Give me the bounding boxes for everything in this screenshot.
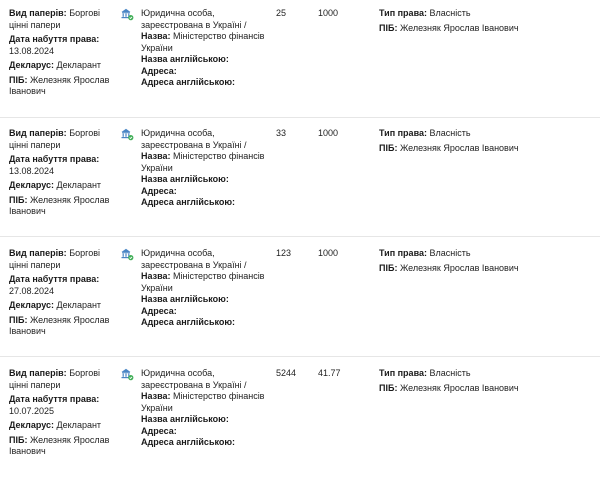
issuer-info-cell: Юридична особа, зареєстрована в Україні / Назва: Міністерство фінансів України Назва англійською: Адреса: Адреса англійською:: [141, 8, 265, 87]
owner-value: Железняк Ярослав Іванович: [399, 382, 519, 393]
owner-value: Железняк Ярослав Іванович: [399, 262, 519, 273]
name-en-label: Назва англійською:: [141, 174, 229, 184]
paper-info-cell: Вид паперів: Боргові цінні папери Дата набуття права: 13.08.2024 Декларус: Декларант ПІБ: Железняк Ярослав Іванович: [9, 8, 121, 98]
row-divider: [0, 117, 600, 118]
right-type-value: Власність: [429, 248, 471, 258]
pib-value-cont: Іванович: [9, 326, 46, 336]
paper-type-value-cont: цінні папери: [9, 19, 61, 30]
pib-value: Железняк Ярослав: [29, 314, 110, 325]
issuer-name: Міністерство фінансів: [173, 271, 265, 281]
paper-type-value: Боргові: [69, 8, 100, 18]
nominal-value: 1000: [318, 8, 339, 18]
entity-type-cont: зареєстрована в Україні /: [141, 19, 247, 30]
pib-value-cont: Іванович: [9, 446, 46, 456]
entity-type-cont: зареєстрована в Україні /: [141, 259, 247, 270]
address-en-label: Адреса англійською:: [141, 77, 236, 87]
table-row: [0, 368, 600, 488]
paper-info-cell: Вид паперів: Боргові цінні папери Дата набуття права: 27.08.2024 Декларус: Декларант ПІБ: Железняк Ярослав Іванович: [9, 248, 121, 338]
paper-type-value: Боргові: [69, 368, 100, 378]
acquisition-date: 10.07.2025: [9, 405, 55, 416]
row-divider: [0, 236, 600, 237]
address-label: Адреса:: [141, 305, 177, 316]
row-divider: [0, 356, 600, 357]
quantity-value: 123: [276, 248, 292, 258]
rights-info-cell: Тип права: Власність ПІБ: Железняк Ярослав Іванович: [379, 128, 519, 153]
paper-type-value-cont: цінні папери: [9, 139, 61, 150]
table-row: [0, 128, 600, 248]
issuer-name-cont: України: [141, 402, 173, 413]
issuer-name: Міністерство фінансів: [173, 391, 265, 401]
entity-type: Юридична особа,: [141, 368, 215, 378]
declarant-value: Декларант: [56, 300, 102, 310]
entity-type: Юридична особа,: [141, 128, 215, 138]
table-row: [0, 8, 600, 128]
declarant-value: Декларант: [56, 180, 102, 190]
pib-value: Железняк Ярослав: [29, 434, 110, 445]
issuer-info-cell: Юридична особа, зареєстрована в Україні / Назва: Міністерство фінансів України Назва англійською: Адреса: Адреса англійською:: [141, 128, 265, 207]
address-label: Адреса:: [141, 185, 177, 196]
address-en-label: Адреса англійською:: [141, 317, 236, 327]
right-type-value: Власність: [429, 128, 471, 138]
pib-value: Железняк Ярослав: [29, 194, 110, 205]
issuer-info-cell: Юридична особа, зареєстрована в Україні / Назва: Міністерство фінансів України Назва англійською: Адреса: Адреса англійською:: [141, 368, 265, 447]
name-en-label: Назва англійською:: [141, 294, 229, 304]
declarant-value: Декларант: [56, 420, 102, 430]
entity-type: Юридична особа,: [141, 8, 215, 18]
issuer-name-cont: України: [141, 282, 173, 293]
address-label: Адреса:: [141, 65, 177, 76]
address-en-label: Адреса англійською:: [141, 437, 236, 447]
owner-value: Железняк Ярослав Іванович: [399, 142, 519, 153]
name-en-label: Назва англійською:: [141, 54, 229, 64]
name-en-label: Назва англійською:: [141, 414, 229, 424]
pib-value-cont: Іванович: [9, 206, 46, 216]
acquisition-date: 27.08.2024: [9, 285, 55, 296]
pib-value-cont: Іванович: [9, 86, 46, 96]
right-type-value: Власність: [429, 368, 471, 378]
declarant-value: Декларант: [56, 60, 102, 70]
paper-type-value-cont: цінні папери: [9, 259, 61, 270]
entity-type-cont: зареєстрована в Україні /: [141, 379, 247, 390]
acquisition-date: 13.08.2024: [9, 165, 55, 176]
entity-type: Юридична особа,: [141, 248, 215, 258]
rights-info-cell: Тип права: Власність ПІБ: Железняк Ярослав Іванович: [379, 8, 519, 33]
table-row: [0, 248, 600, 368]
nominal-value: 41.77: [318, 368, 341, 378]
legal-entity-icon: [120, 127, 134, 141]
owner-value: Железняк Ярослав Іванович: [399, 22, 519, 33]
issuer-name: Міністерство фінансів: [173, 31, 265, 41]
issuer-name-cont: України: [141, 42, 173, 53]
paper-info-cell: Вид паперів: Боргові цінні папери Дата набуття права: 10.07.2025 Декларус: Декларант ПІБ: Железняк Ярослав Іванович: [9, 368, 121, 458]
paper-type-value: Боргові: [69, 128, 100, 138]
quantity-value: 5244: [276, 368, 297, 378]
acquisition-date: 13.08.2024: [9, 45, 55, 56]
legal-entity-icon: [120, 7, 134, 21]
nominal-value: 1000: [318, 128, 339, 138]
issuer-name-cont: України: [141, 162, 173, 173]
quantity-value: 33: [276, 128, 287, 138]
paper-type-value-cont: цінні папери: [9, 379, 61, 390]
paper-info-cell: Вид паперів: Боргові цінні папери Дата набуття права: 13.08.2024 Декларус: Декларант ПІБ: Железняк Ярослав Іванович: [9, 128, 121, 218]
issuer-info-cell: Юридична особа, зареєстрована в Україні / Назва: Міністерство фінансів України Назва англійською: Адреса: Адреса англійською:: [141, 248, 265, 327]
legal-entity-icon: [120, 247, 134, 261]
address-en-label: Адреса англійською:: [141, 197, 236, 207]
nominal-value: 1000: [318, 248, 339, 258]
entity-type-cont: зареєстрована в Україні /: [141, 139, 247, 150]
issuer-name: Міністерство фінансів: [173, 151, 265, 161]
rights-info-cell: Тип права: Власність ПІБ: Железняк Ярослав Іванович: [379, 368, 519, 393]
rights-info-cell: Тип права: Власність ПІБ: Железняк Ярослав Іванович: [379, 248, 519, 273]
address-label: Адреса:: [141, 425, 177, 436]
paper-type-value: Боргові: [69, 248, 100, 258]
quantity-value: 25: [276, 8, 287, 18]
legal-entity-icon: [120, 367, 134, 381]
pib-value: Железняк Ярослав: [29, 74, 110, 85]
right-type-value: Власність: [429, 8, 471, 18]
